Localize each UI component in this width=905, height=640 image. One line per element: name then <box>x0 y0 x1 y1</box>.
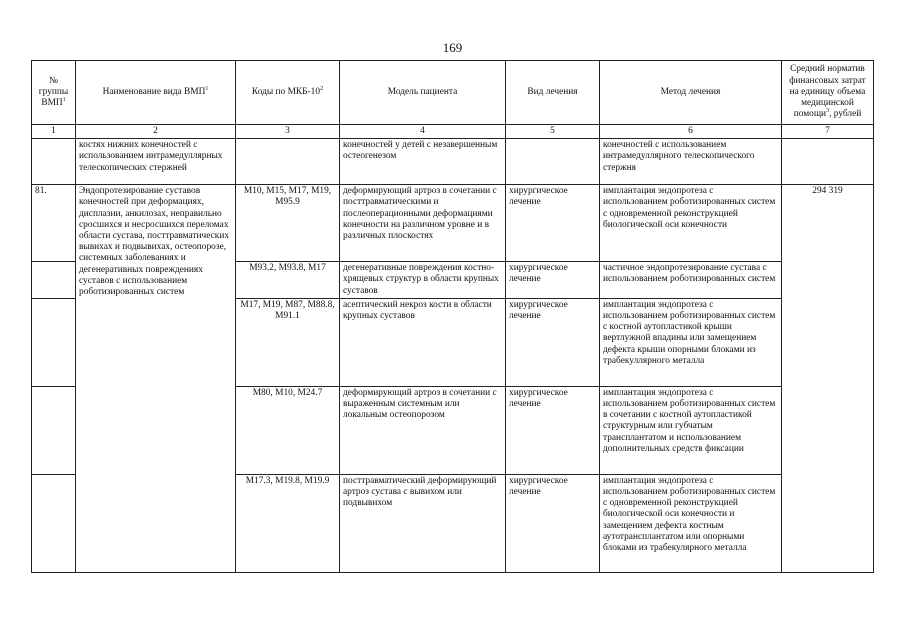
cost-cell: 294 319 <box>782 185 874 573</box>
page-number: 169 <box>442 40 463 55</box>
vmp-name-cell: Эндопротезирование суставов конечностей при деформациях, дисплазии, анкилозах, неправильно сросшихся и несросшихся переломах области сустава, посттравматических вывихах и подвывихах, остеопорозе, системных заболеваниях и дегенеративных повреждениях суставов с использованием роботизированных систем <box>76 185 236 573</box>
patient-model-cell: деформирующий артроз в сочетании с выраженным системным или локальным остеопорозом <box>340 386 506 474</box>
patient-model-cell: посттравматический деформирующий артроз сустава с вывихом или подвывихом <box>340 474 506 572</box>
header-row <box>32 61 874 125</box>
column-number: 4 <box>340 125 506 139</box>
vmp-name-cell: костях нижних конечностей с использованием интрамедуллярных телескопических стержней <box>76 139 236 185</box>
header-treatment-type: Вид лечения <box>506 61 600 125</box>
group-number-cell: 81. <box>32 185 76 262</box>
mkb-codes-cell: M17.3, M19.8, M19.9 <box>236 474 340 572</box>
header-group-number: № группы ВМП$^1$ <box>32 61 76 125</box>
mkb-codes-cell: M17, M19, M87, M88.8, M91.1 <box>236 298 340 386</box>
treatment-method-cell: частичное эндопротезирование сустава с использованием роботизированных систем <box>600 262 782 299</box>
mkb-codes-cell: M93.2, M93.8, M17 <box>236 262 340 299</box>
cost-cell <box>782 139 874 185</box>
header-treatment-method: Метод лечения <box>600 61 782 125</box>
header-vmp-name: Наименование вида ВМП$^1$ <box>76 61 236 125</box>
treatment-type-cell: хирургическое лечение <box>506 185 600 262</box>
group-number-cell <box>32 298 76 386</box>
treatment-method-cell: имплантация эндопротеза с использованием роботизированных систем с одновременной реконструкцией биологической оси конечности <box>600 185 782 262</box>
vmp-table <box>31 60 874 573</box>
mkb-codes-cell: M80, M10, M24.7 <box>236 386 340 474</box>
treatment-type-cell: хирургическое лечение <box>506 262 600 299</box>
column-number: 3 <box>236 125 340 139</box>
treatment-method-cell: имплантация эндопротеза с использованием роботизированных систем с костной аутопластикой крыши вертлужной впадины или замещением дефекта крыши опорными блоками из трабекуллярного металла <box>600 298 782 386</box>
column-number: 7 <box>782 125 874 139</box>
treatment-type-cell: хирургическое лечение <box>506 474 600 572</box>
patient-model-cell: конечностей у детей с незавершенным остеогенезом <box>340 139 506 185</box>
treatment-type-cell: хирургическое лечение <box>506 298 600 386</box>
column-number: 1 <box>32 125 76 139</box>
mkb-codes-cell: M10, M15, M17, M19, M95.9 <box>236 185 340 262</box>
treatment-method-cell: конечностей с использованием интрамедуллярного телескопического стержня <box>600 139 782 185</box>
group-number-cell <box>32 139 76 185</box>
patient-model-cell: асептический некроз кости в области крупных суставов <box>340 298 506 386</box>
treatment-method-cell: имплантация эндопротеза с использованием роботизированных систем с одновременной реконструкцией биологической оси конечности и замещением дефекта костным аутотрансплантатом или опорными блоками из трабекулярного металла <box>600 474 782 572</box>
column-number: 2 <box>76 125 236 139</box>
header-mkb-codes: Коды по МКБ-$10^2$ <box>236 61 340 125</box>
table-row <box>32 185 874 262</box>
treatment-type-cell <box>506 139 600 185</box>
column-number: 6 <box>600 125 782 139</box>
treatment-method-cell: имплантация эндопротеза с использованием роботизированных систем в сочетании с костной аутопластикой структурным или губчатым трансплантатом и использованием дополнительных средств фиксации <box>600 386 782 474</box>
mkb-codes-cell <box>236 139 340 185</box>
group-number-cell <box>32 262 76 299</box>
patient-model-cell: деформирующий артроз в сочетании с посттравматическими и послеоперационными деформациями конечности на различном уровне и в различных плоскостях <box>340 185 506 262</box>
continuation-row <box>32 139 874 185</box>
patient-model-cell: дегенеративные повреждения костно-хрящевых структур в области крупных суставов <box>340 262 506 299</box>
column-number: 5 <box>506 125 600 139</box>
group-number-cell <box>32 386 76 474</box>
header-patient-model: Модель пациента <box>340 61 506 125</box>
group-number-cell <box>32 474 76 572</box>
header-cost: Средний норматив финансовых затрат на единицу объема медицинской помощи$^3$, рублей <box>782 61 874 125</box>
column-number-row <box>32 125 874 139</box>
treatment-type-cell: хирургическое лечение <box>506 386 600 474</box>
